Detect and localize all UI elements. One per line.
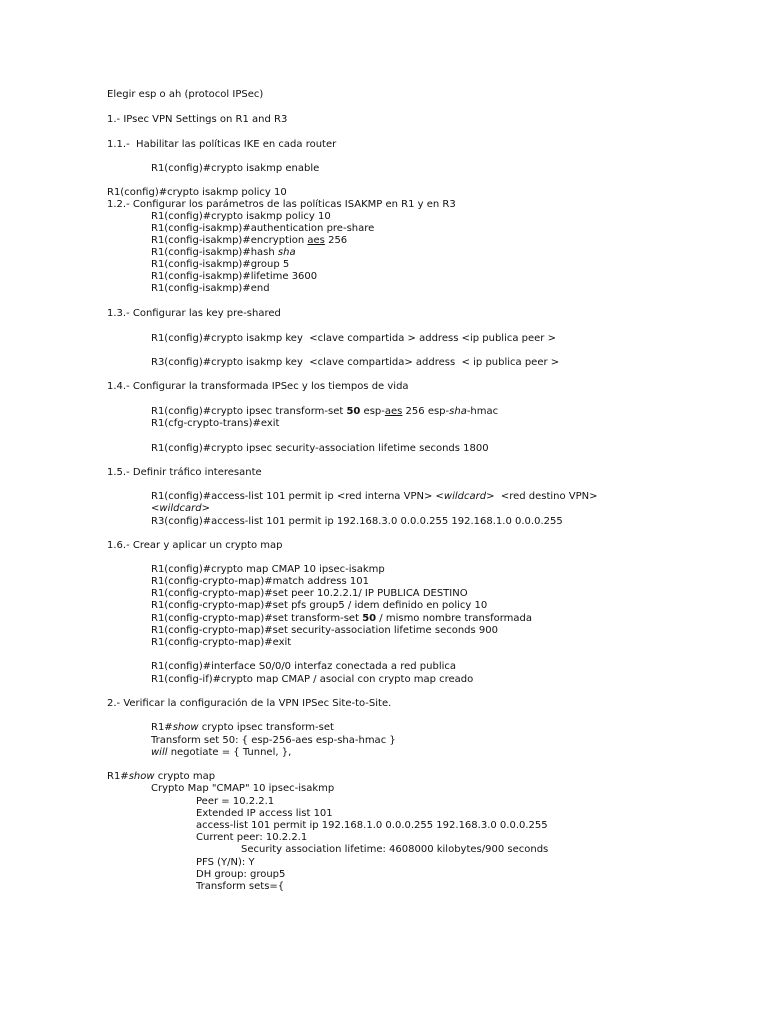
code-line <box>151 406 498 418</box>
code-line: R1(config)#crypto map CMAP 10 ipsec-isakmp <box>151 564 385 575</box>
code-keyword: show <box>172 722 199 733</box>
code-line: access-list 101 permit ip 192.168.1.0 0.0.0.255 192.168.3.0 0.0.0.255 <box>196 820 548 831</box>
code-text: < <box>151 503 160 514</box>
code-text: R1(config-crypto-map)#set transform-set <box>151 613 363 624</box>
code-text: R1(config)#crypto ipsec transform-set <box>151 406 347 417</box>
section-2-heading: 2.- Verificar la configuración de la VPN IPSec Site-to-Site. <box>107 698 392 709</box>
section-1-2-heading: 1.2.- Configurar los parámetros de las políticas ISAKMP en R1 y en R3 <box>107 199 456 210</box>
code-text: 256 esp- <box>402 406 450 417</box>
code-line: R3(config)#access-list 101 permit ip 192.168.3.0 0.0.0.255 192.168.1.0 0.0.0.255 <box>151 516 563 527</box>
code-line <box>107 771 215 783</box>
code-line: R1(config)#crypto isakmp enable <box>151 163 320 174</box>
code-line: R1(config-crypto-map)#set pfs group5 / idem definido en policy 10 <box>151 600 488 611</box>
doc-title: Elegir esp o ah (protocol IPSec) <box>107 89 264 100</box>
code-text: R1(config)#access-list 101 permit ip <red interna VPN> < <box>151 491 444 502</box>
code-keyword: show <box>128 771 155 782</box>
code-keyword: wildcard <box>443 491 487 502</box>
code-line: Crypto Map "CMAP" 10 ipsec-isakmp <box>151 783 335 794</box>
code-line: R1(config)#crypto ipsec security-association lifetime seconds 1800 <box>151 443 489 454</box>
code-line: Transform set 50: { esp-256-aes esp-sha-hmac } <box>151 735 396 746</box>
code-line: DH group: group5 <box>196 869 286 880</box>
code-text: > <red destino VPN> <box>486 491 598 502</box>
code-text: / mismo nombre transformada <box>376 613 532 624</box>
code-line: R1(config)#crypto isakmp policy 10 <box>107 187 287 198</box>
code-line: Peer = 10.2.2.1 <box>196 796 275 807</box>
code-keyword: sha <box>277 247 296 258</box>
code-line: R1(config-isakmp)#lifetime 3600 <box>151 271 318 282</box>
code-line: R1(config-crypto-map)#set peer 10.2.2.1/ IP PUBLICA DESTINO <box>151 588 468 599</box>
code-line <box>151 503 210 515</box>
code-text: esp- <box>360 406 385 417</box>
section-1-5-heading: 1.5.- Definir tráfico interesante <box>107 467 262 478</box>
code-line: R1(cfg-crypto-trans)#exit <box>151 418 280 429</box>
code-line: Extended IP access list 101 <box>196 808 333 819</box>
code-line: R1(config)#crypto isakmp policy 10 <box>151 211 331 222</box>
code-line: R1(config-crypto-map)#exit <box>151 637 292 648</box>
code-text: R1# <box>107 771 129 782</box>
code-line <box>151 247 296 259</box>
code-line: R1(config-crypto-map)#match address 101 <box>151 576 369 587</box>
code-line: Security association lifetime: 4608000 kilobytes/900 seconds <box>241 844 549 855</box>
code-keyword: aes <box>307 235 325 246</box>
code-keyword: 50 <box>362 613 377 624</box>
code-text: crypto map <box>154 771 216 782</box>
code-line <box>151 613 532 625</box>
code-line: R1(config)#crypto isakmp key <clave compartida > address <ip publica peer > <box>151 333 556 344</box>
code-line <box>151 722 334 734</box>
code-line: R1(config-if)#crypto map CMAP / asocial con crypto map creado <box>151 674 474 685</box>
code-keyword: will <box>151 747 168 758</box>
code-keyword: 50 <box>346 406 361 417</box>
code-line: R1(config-crypto-map)#set security-association lifetime seconds 900 <box>151 625 498 636</box>
code-keyword: sha <box>449 406 467 417</box>
code-line: R1(config-isakmp)#end <box>151 283 270 294</box>
code-line: R3(config)#crypto isakmp key <clave compartida> address < ip publica peer > <box>151 357 560 368</box>
section-1-6-heading: 1.6.- Crear y aplicar un crypto map <box>107 540 283 551</box>
section-1-3-heading: 1.3.- Configurar las key pre-shared <box>107 308 281 319</box>
section-1-4-heading: 1.4.- Configurar la transformada IPSec y los tiempos de vida <box>107 381 409 392</box>
code-text: negotiate = { Tunnel, }, <box>167 747 292 758</box>
code-keyword: wildcard <box>159 503 202 514</box>
code-line: PFS (Y/N): Y <box>196 857 255 868</box>
code-line: Current peer: 10.2.2.1 <box>196 832 308 843</box>
code-keyword: aes <box>384 406 403 417</box>
code-line: R1(config-isakmp)#authentication pre-share <box>151 223 375 234</box>
section-1-1-heading: 1.1.- Habilitar las políticas IKE en cada router <box>107 139 337 150</box>
code-text: 256 <box>324 235 348 246</box>
code-text: -hmac <box>466 406 499 417</box>
code-line <box>151 235 347 247</box>
code-line: Transform sets={ <box>196 881 285 892</box>
code-line: R1(config-isakmp)#group 5 <box>151 259 290 270</box>
code-line <box>151 747 291 759</box>
code-text: > <box>201 503 210 514</box>
code-text: R1(config-isakmp)#encryption <box>151 235 308 246</box>
section-1-heading: 1.- IPsec VPN Settings on R1 and R3 <box>107 114 288 125</box>
code-line <box>151 491 598 503</box>
code-text: crypto ipsec transform-set <box>198 722 334 733</box>
code-text: R1# <box>151 722 173 733</box>
code-text: R1(config-isakmp)#hash <box>151 247 278 258</box>
code-line: R1(config)#interface S0/0/0 interfaz conectada a red publica <box>151 661 456 672</box>
